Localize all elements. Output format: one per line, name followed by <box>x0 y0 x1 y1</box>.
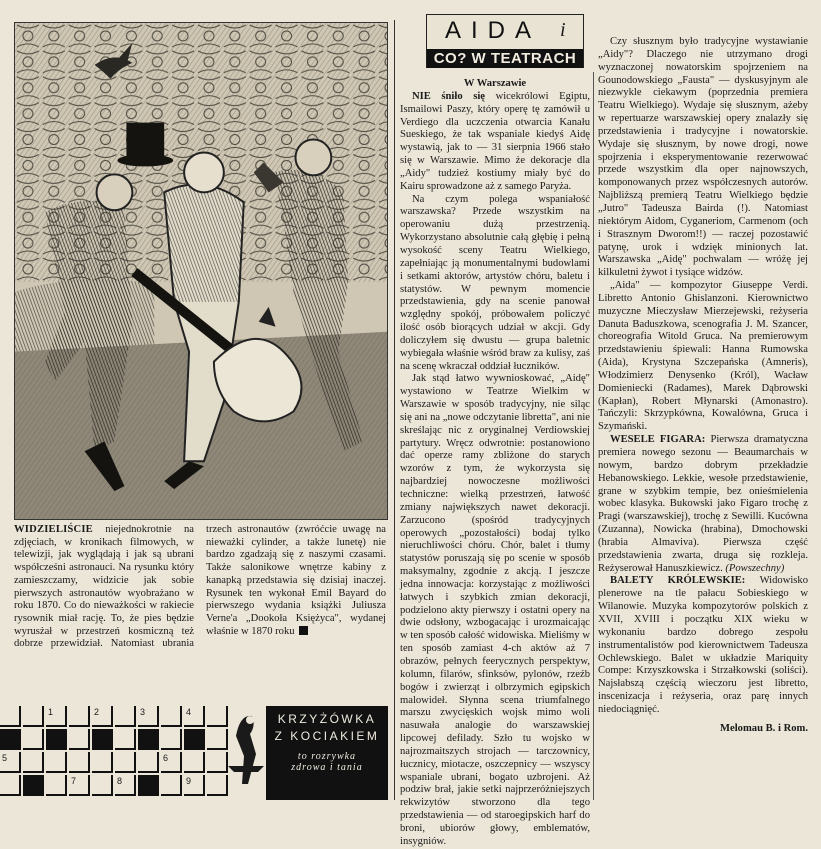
crossword-tagline-2: zdrowa i tania <box>291 762 363 773</box>
crossword-cell <box>46 752 67 773</box>
heading-subtitle: CO? W TEATRACH <box>427 49 583 68</box>
crossword-cell <box>69 729 90 750</box>
review-text: Pierwsza dramatyczna premiera nowego sezonu — Beaumarchais w nowym, bardzo dobrym przekładzie Hebanowskiego. Lekkie, wesołe przedstawienie, grane w szybkim tempie, bez onieśmielenia wobec klasyka. Bukowski jako Figaro trochę z Pragi (warszawskiej), trochę z Sewilli. Kucówna (Zuzanna), Nowicka (hrabina), Dmochowski (hrabia Almaviva). Pierwsza część przedstawienia zwarta, druga się rozkleja. Reżyserował Hanuszkiewicz. <box>598 434 808 574</box>
crossword-cell <box>92 752 113 773</box>
paragraph-lead: NIE śniło się <box>412 90 485 102</box>
astronauts-illustration <box>14 22 388 520</box>
article-paragraph <box>400 91 590 194</box>
review-text: Widowisko plenerowe na tle pałacu Sobieskiego w Wilanowie. Muzyka kompozytorów polskich z XVII, XVIII i początku XIX wieku w wykonaniu bardzo dobrego zespołu instrumentalistów pod kierownictwem Tadeusza Ochlewskiego. Balet w układzie Mariquity Compe: Krzyszkowska i Strzałkowski (soliści). Najsłabszą częścią wieczoru jest libretto, inscenizacja i reżyseria, oraz parę innych niedociągnięć. <box>598 575 808 715</box>
crossword-cell <box>184 775 205 796</box>
clue-number: 8 <box>117 776 123 786</box>
crossword-cell <box>69 752 90 773</box>
crossword-cell <box>115 775 136 796</box>
paragraph-text: wicekrólowi Egiptu, Ismailowi Paszy, który operę tę zamówił u Verdiego dla uczczenia otwarcia Kanału Sueskiego, że tak wspaniale kiedyś Aidę wystawią, jak to — 31 sierpnia 1966 stało się w Warszawie. Mimo że dekoracje dla „Aidy" tudzież kostiumy miały być do Kairu sprowadzone aż z samego Paryża. <box>400 90 591 192</box>
crossword-cell <box>207 729 228 750</box>
article-paragraph: „Aida" — kompozytor Giuseppe Verdi. Libretto Antonio Ghislanzoni. Kierownictwo muzyczne Mieczysław Mierzejewski, reżyseria Danuta Baduszkowa, scenografia J. M. Szancer, choreografia Witold Gruca. Na premierowym przedstawieniu śpiewali: Hanna Rumowska (Aida), Krystyna Szczepańska (Amneris), Włodzimierz Denysenko (Król), Wacław Domieniecki (Radames), Marek Dąbrowski (Kapłan), Robert Młynarski (Amonastro). Tańczyli: Skrzypkówna, Kowalówna, Gruca i Szymański. <box>598 280 808 433</box>
crossword-cell <box>138 706 159 727</box>
crossword-cell-black <box>23 775 44 796</box>
review-lead: WESELE FIGARA: <box>610 434 706 446</box>
article-column-2 <box>598 36 808 800</box>
review-source: (Powszechny) <box>725 562 785 574</box>
crossword-title-box <box>266 706 388 800</box>
crossword-cell <box>46 775 67 796</box>
kitten-figure <box>226 706 266 800</box>
crossword-cell <box>23 706 44 727</box>
article-column-1 <box>400 78 591 847</box>
crossword-cell-black <box>0 729 21 750</box>
caption-lead: WIDZIELIŚCIE <box>14 524 93 535</box>
article-paragraph: Czy słusznym było tradycyjne wystawianie „Aidy"? Dlaczego nie utrzymano drogi wyznaczonej nowatorskim spojrzeniem na Gounodowskiego „Fausta" — dyskusyjnym ale niezwykle ciekawym (poprzednia premiera Teatru Wielkiego). Wydaje się słusznym, ażeby w repertuarze warszawskiej opery znalazły się przedstawienia i tradycyjne i nowatorskie. Wydaje się słusznym, by nowe drogi, nowe spojrzenia i eksperymentowanie rezerwować przede wszystkim dla oper najnowszych, komponowanych przez współczesnych autorów. Najbliższą premierą Teatru Wielkiego będzie „Jutro" Tadeusza Bairda (!). Natomiast niektórym Aidom, Cyganeriom, Carmenom (och i Strasznym Dworom!!) — raczej pozostawić patynę, urok i wdzięk minionych lat. Warszawska „Aidę" pochwalam — wróżę jej kilkuletni żywot i tysiące widzów. <box>598 36 808 279</box>
column-divider <box>394 20 395 800</box>
crossword-cell <box>207 706 228 727</box>
clue-number: 3 <box>140 707 146 717</box>
heading-title: AIDA <box>445 17 542 44</box>
end-mark <box>299 626 308 635</box>
crossword-cell <box>23 752 44 773</box>
crossword-cell <box>69 706 90 727</box>
crossword-cell-black <box>138 729 159 750</box>
crossword-cell <box>161 752 182 773</box>
crossword-cell <box>207 775 228 796</box>
clue-number: 7 <box>71 776 77 786</box>
crossword-cell <box>161 706 182 727</box>
crossword-cell-black <box>46 729 67 750</box>
clue-number: 1 <box>48 707 54 717</box>
crossword-cell <box>23 729 44 750</box>
crossword-grid <box>0 706 225 800</box>
crossword-cell-black <box>184 729 205 750</box>
column-divider <box>593 72 594 800</box>
crossword-cell <box>92 775 113 796</box>
review-paragraph <box>598 434 808 575</box>
review-paragraph <box>598 575 808 716</box>
crossword-tagline-1: to rozrywka <box>297 751 357 762</box>
clue-number: 9 <box>186 776 192 786</box>
crossword-cell <box>0 752 21 773</box>
review-lead: BALETY KRÓLEWSKIE: <box>610 575 746 587</box>
heading-conjunction: i <box>560 19 566 41</box>
crossword-cell <box>138 752 159 773</box>
article-paragraph: Jak stąd łatwo wywnioskować, „Aidę" wystawiono w Teatrze Wielkim w Warszawie w sposób tradycyjny, nie siląc się ani na „nowe odczytanie libretta", ani nie skreślając nic z oryginalnej Verdiowskiej partytury. Wręcz odwrotnie: postanowiono dać operze ramy zbliżone do starych wzorów z tym, że wykorzysta się najbardziej nowoczesne możliwości techniczne: wielką przestrzeń, łatwość zmiany największych nawet dekoracji. Zarzucono (spośród tradycyjnych operowych „pozostałości) bodaj tylko nieruchliwości chóru. Chór, balet i tłumy statystów poruszają się po scenie w sposób maksymalny, zgodnie z akcją. I jeszcze jedna innowacja: korzystając z możliwości łatwych i szybkich zmian dekoracji, podzielono akty pierwszy i ostatni opery na dwie odsłony, wzbogacając i urozmaicając w ten sposób całość widowiska. Mieliśmy w ten sposób zamiast 4-ch aktów aż 7 obrazów, pełnych feerycznych perspektyw, kolumn, filarów, sfinksów, pylonów, rzeźb bogów i zwierząt i olbrzymich egipskich malowideł. Słynna scena triumfalnego marszu zwycięskich wojsk mimo woli nasuwała analogie do warszawskiej lipcowej defilady. Szło tu wojsko w najrozmaitszych strojach — tarczownicy, łucznicy, miotacze, oszczepnicy — wszyscy wspaniale ubrani, bogato uzbrojeni. Aż podziw brał, jakie setki najprzeróżniejszych rekwizytów stworzono dla tego przedstawienia — od staroegipskich harf do broni, ubiorów głowy, emblematów, insygniów. <box>400 373 590 847</box>
clue-number: 6 <box>163 753 169 763</box>
crossword-cell <box>69 775 90 796</box>
crossword-cell <box>184 752 205 773</box>
crossword-cell-black <box>92 729 113 750</box>
crossword-cell <box>0 775 21 796</box>
crossword-cell <box>161 729 182 750</box>
section-title: W Warszawie <box>463 78 527 89</box>
crossword-title-line1: KRZYŻÓWKA <box>277 712 377 726</box>
crossword-cell <box>161 775 182 796</box>
crossword-cell <box>115 706 136 727</box>
crossword-cell-black <box>138 775 159 796</box>
crossword-cell <box>115 752 136 773</box>
crossword-cell <box>184 706 205 727</box>
crossword-cell <box>46 706 67 727</box>
crossword-title-line2: Z KOCIAKIEM <box>274 729 380 743</box>
caption-text: niejednokrotnie na zdjęciach, w kronikach filmowych, w telewizji, jak wyglądają i jak są ubrani współcześni astronauci. Na rysunku który zamieszczamy, widzicie jak sobie pierwszych astronautów wyobrażano w roku 1870. Co do nieważkości w rakiecie rysownik miał rację. To, że pies będzie wyrusżał w przestrzeń kosmiczną też dobrze przewidział. Natomiast ubrania trzech astronautów (zwróćcie uwagę na nieważki cylinder, a także lunetę) nie bardzo zgadzają się z naszymi czasami. Także salonikowe wnętrze kabiny z kanapką przedstawia się dzisiaj inaczej. Rysunek ten wykonał Emil Bayard do pierwszego wydania książki Juliusza Verne'a „Dookoła Księżyca", wydanej właśnie w 1870 roku <box>14 524 386 650</box>
illustration-caption <box>14 524 386 702</box>
clue-number: 5 <box>2 753 8 763</box>
clue-number: 2 <box>94 707 100 717</box>
crossword-cell <box>207 752 228 773</box>
crossword-cell <box>0 706 21 727</box>
article-paragraph: Na czym polega wspaniałość warszawska? Przede wszystkim na operowaniu dużą przestrzenią. Wykorzystano absolutnie całą głębię i pełną wysokość sceny Teatru Wielkiego, zapełniając ją monumentalnymi budowlami i setkami aktorów, artystów chóru, baletu i statystów. W pewnym momencie przedstawienia, gdy na scenie panował względny spokój, próbowałem policzyć ilość osób biorących udział w akcji. Gdy doliczyłem się dwustu — grupa baletnic wybiegała właśnie wśród braw za kulisy, zaś na scenę wkraczał oddział łuczników. <box>400 193 590 372</box>
author-signature: Melomau B. i Rom. <box>720 722 808 734</box>
crossword-cell <box>115 729 136 750</box>
article-heading <box>426 14 584 68</box>
crossword-cell <box>92 706 113 727</box>
clue-number: 4 <box>186 707 192 717</box>
